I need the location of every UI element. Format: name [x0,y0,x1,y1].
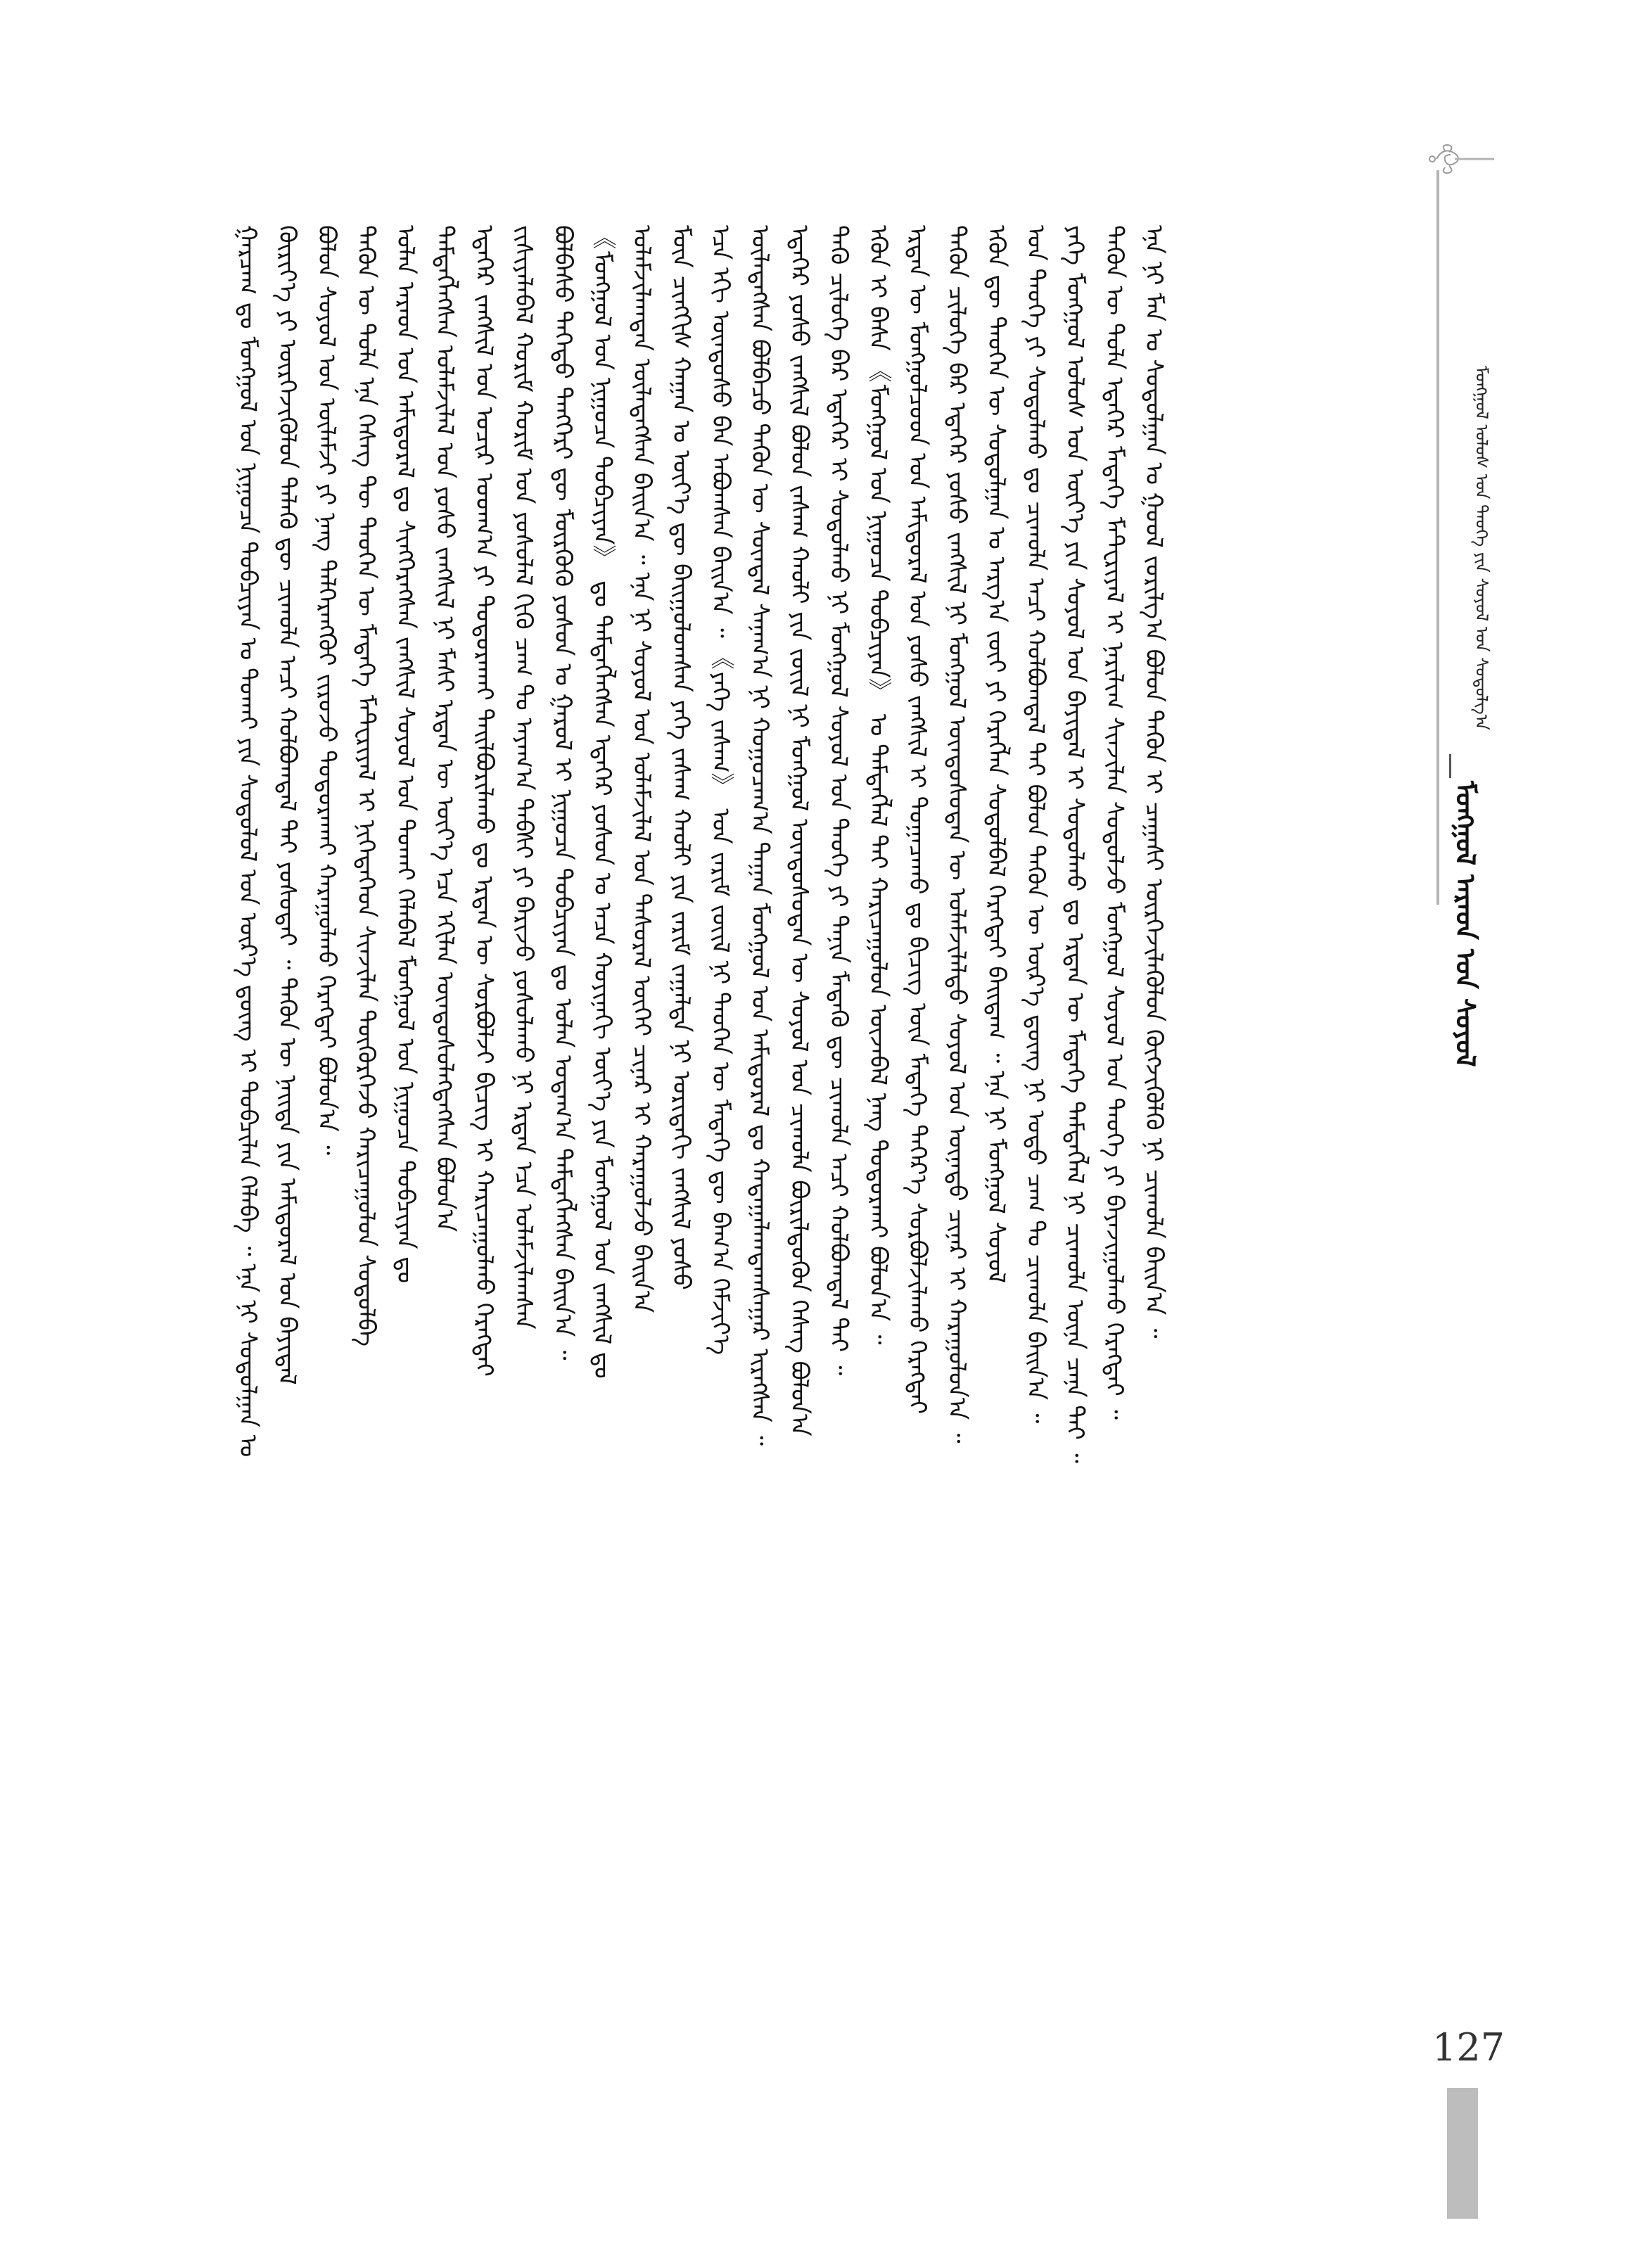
text-column: 《ᠮᠣᠩᠭᠣᠯ ᠤᠨ ᠨᠢᠭᠤᠴᠠ ᠲᠣᠪᠴᠢᠶᠠᠨ》 ᠳᠤ ᠲᠡᠮᠳᠡᠭᠯᠡᠭᠰᠡᠨ ᠡᠳᠡᠭᠡᠷ ᠶᠣᠰᠣᠨ ᠤ ᠠᠴᠠ ᠬᠣᠶᠢᠨᠠᠬᠢ ᠦᠶ᠎ᠡ ᠶᠢᠨ ᠮᠣᠩᠭᠣᠯ ᠤᠨ ᠵᠠᠩᠱᠢᠯ ᠳᠤ [588,225,616,1379]
header-rule [1436,170,1439,905]
page-number: 127 [1432,2025,1505,2070]
text-column: ᠡᠭᠦᠨ ᠳᠦ ᠲᠡᠦᠬᠡᠨ ᠦ ᠰᠤᠳᠤᠯᠭᠠᠨ ᠤ ᠠᠷᠭ᠎ᠠ ᠵᠦᠢ ᠶᠢ ᠬᠡᠷᠡᠭᠯᠡᠨ ᠰᠤᠳᠤᠯᠪᠠᠯ ᠬᠡᠷᠡᠭᠲᠡᠢ ᠪᠠᠢᠳᠠᠭ ᠃ ᠡᠨᠡ ᠨᠢ ᠮᠣᠩᠭᠣᠯ ᠰᠣᠶᠣᠯ [982,225,1010,1283]
text-column: ᠲᠡᠭᠦᠨ ᠦ ᠲᠤᠯᠠ ᠡᠳᠡᠭᠡᠷ ᠮᠡᠳᠡᠭᠡ ᠮᠠᠲ᠋ᠧᠷᠢᠶᠠᠯ ᠢ ᠨᠠᠷᠢᠯᠢᠭ ᠰᠢᠨᠵᠢᠯᠡᠨ ᠰᠤᠳᠤᠯᠵᠤ ᠮᠣᠩᠭᠣᠯ ᠰᠣᠶᠣᠯ ᠤᠨ ᠲᠡᠦᠬᠡ ᠶᠢ ᠪᠠᠶᠠᠵᠢᠭᠤᠯᠬᠤ ᠬᠡᠷᠡᠭᠲᠡᠢ ᠃ [1100,225,1128,1420]
text-column: ᠮᠥᠨ ᠴᠢᠩᠭᠢᠰ ᠬᠠᠭᠠᠨ ᠤ ᠦᠶ᠎ᠡ ᠳᠦ ᠪᠠᠢᠭᠤᠯᠤᠭᠰᠠᠨ ᠶᠡᠬᠡ ᠵᠠᠰᠠᠭ ᠬᠠᠤᠯᠢ ᠶᠢᠨ ᠵᠠᠷᠢᠮ ᠵᠠᠭᠠᠯᠲᠠ ᠨᠢ ᠤᠷᠢᠳᠠᠬᠢ ᠵᠠᠩᠱᠢᠯ ᠶᠣᠰᠣ [667,225,695,1290]
text-column: ᠡᠷᠲᠡᠨ ᠦ ᠮᠣᠩᠭᠣᠯᠴᠤᠳ ᠤᠨ ᠠᠮᠢᠳᠤᠷᠠᠯ ᠤᠨ ᠶᠣᠰᠣ ᠵᠠᠩᠱᠢᠯ ᠢ ᠲᠣᠭᠠᠴᠠᠬᠤ ᠳᠤ ᠪᠢᠴᠢᠭ ᠦᠨ ᠮᠡᠳᠡᠭᠡ ᠳᠡᠭᠡᠷ᠎ᠡ ᠰᠤᠷᠪᠤᠯᠵᠢᠯᠠᠬᠤ ᠬᠡᠷᠡᠭᠲᠡᠢ [903,225,931,1415]
text-column: ᠲᠡᠭᠦᠨ ᠴᠢᠯᠦᠭᠡ ᠪᠡᠷ ᠡᠳᠡᠭᠡᠷ ᠶᠣᠰᠣ ᠵᠠᠩᠱᠢᠯ ᠨᠢ ᠮᠣᠩᠭᠣᠯ ᠦᠨᠳᠦᠰᠦᠲᠡᠨ ᠦ ᠤᠯᠠᠮᠵᠢᠯᠠᠯᠲᠤ ᠰᠣᠶᠣᠯ ᠤᠨ ᠦᠨᠡᠲᠦ ᠴᠢᠨᠠᠷ ᠢ ᠬᠠᠷᠠᠭᠤᠯᠤᠨ᠎ᠠ ᠃ [943,225,971,1444]
body-text-block [232,225,1245,1928]
text-column: ᠲᠡᠮᠳᠡᠭᠯᠡᠭᠰᠡᠨ ᠤᠯᠠᠮᠵᠢᠯᠠᠯ ᠤᠨ ᠶᠣᠰᠣ ᠵᠠᠩᠱᠢᠯ ᠨᠢ ᠮᠠᠰᠢ ᠡᠷᠲᠡᠨ ᠦ ᠦᠶ᠎ᠡ ᠡᠴᠡ ᠡᠬᠢᠯᠡᠨ ᠦᠨᠳᠦᠰᠦᠯᠡᠭᠳᠡᠭᠰᠡᠨ ᠪᠣᠯᠤᠨ᠎ᠠ [431,225,459,1232]
text-column: ᠪᠣᠯᠪᠠᠰᠤ ᠳᠡᠭᠡᠳᠦ ᠲᠡᠩᠭᠡᠷᠢ ᠳᠦ ᠮᠥᠷᠭᠦᠬᠦ ᠶᠣᠰᠣᠨ ᠤ ᠭᠠᠷᠤᠯ ᠢ ᠨᠢᠭᠤᠴᠠ ᠲᠣᠪᠴᠢᠶᠠᠨ ᠳᠤ ᠣᠯᠠᠨ ᠤᠳᠠᠭ᠎ᠠ ᠲᠡᠮᠳᠡᠭᠯᠡᠭᠰᠡᠨ ᠪᠠᠢᠨ᠎ᠠ ᠃ [549,225,577,1361]
text-column: ᠭᠠᠷᠴᠠᠭ ᠳᠤ ᠮᠣᠩᠭᠣᠯ ᠤᠨ ᠨᠢᠭᠤᠴᠠ ᠲᠣᠪᠴᠢᠶᠠᠨ ᠤ ᠲᠤᠬᠠᠢ ᠶᠢᠨ ᠰᠤᠳᠤᠯᠤᠯ ᠤᠨ ᠦᠷ᠎ᠡ ᠳ᠋ᠦᠩ ᠢ ᠲᠣᠪᠴᠢᠯᠠᠨ ᠬᠡᠯᠡᠪᠡ ᠃ ᠡᠨᠡ ᠨᠢ ᠰᠤᠳᠤᠯᠭᠠᠨ ᠤ [234,225,262,1458]
text-column: ᠡᠳᠡᠭᠡᠷ ᠶᠣᠰᠣ ᠵᠠᠩᠱᠢᠯ ᠪᠣᠯᠤᠨ ᠵᠠᠰᠠᠭ ᠬᠠᠤᠯᠢ ᠶᠢᠨ ᠵᠦᠢᠯ ᠨᠢ ᠮᠣᠩᠭᠣᠯ ᠦᠨᠳᠦᠰᠦᠲᠡᠨ ᠦ ᠰᠣᠶᠣᠯ ᠤᠨ ᠴᠢᠬᠤᠯᠠ ᠪᠦᠷᠢᠯᠳᠦᠬᠦᠨ ᠬᠡᠰᠡᠭ ᠪᠣᠯᠤᠨ᠎ᠠ [785,225,813,1436]
text-column: ᠶᠡᠬᠡ ᠮᠣᠩᠭᠣᠯ ᠤᠯᠤᠰ ᠤᠨ ᠦᠶ᠎ᠡ ᠶᠢᠨ ᠰᠣᠶᠣᠯ ᠤᠨ ᠪᠠᠶᠢᠳᠠᠯ ᠢ ᠰᠤᠳᠤᠯᠬᠤ ᠳᠤ ᠡᠷᠲᠡᠨ ᠦ ᠮᠡᠳᠡᠭᠡ ᠲᠡᠮᠳᠡᠭᠯᠡᠯ ᠨᠢ ᠴᠢᠬᠤᠯᠠ ᠦᠨᠡ ᠴᠡᠨᠡ ᠲᠠᠢ ᠃ [1061,225,1089,1463]
text-column: ᠪᠣᠯᠤᠨ ᠰᠣᠶᠣᠯ ᠤᠨ ᠦᠯᠡᠮᠵᠢ ᠶᠢ ᠨᠡᠩ ᠳᠡᠯᠭᠡᠷᠡᠩᠭᠦᠢ ᠵᠢᠷᠤᠵᠤ ᠲᠣᠳᠣᠷᠠᠬᠠᠢ ᠬᠠᠷᠠᠭᠤᠯᠬᠤ ᠬᠡᠷᠡᠭᠲᠡᠢ ᠪᠣᠯᠤᠨ᠎ᠠ ᠃ [312,225,340,1155]
page-edge-marker [1447,2088,1478,2219]
text-column: ᠡᠨᠡ ᠨᠢ ᠮᠠᠨ ᠤ ᠰᠤᠳᠤᠯᠭᠠᠨ ᠤ ᠭᠣᠤᠯ ᠵᠣᠷᠢᠯᠭ᠎ᠠ ᠪᠣᠯᠤᠨ ᠲᠡᠭᠦᠨ ᠢ ᠴᠠᠭᠠᠰᠢ ᠦᠷᠭᠡᠵᠢᠯᠡᠭᠦᠯᠦᠨ ᠬᠦᠭᠵᠢᠭᠦᠯᠬᠦ ᠨᠢ ᠴᠢᠬᠤᠯᠠ ᠪᠠᠢᠨ᠎ᠠ ᠃ [1140,225,1168,1339]
running-head-book-title: ᠮᠣᠩᠭᠣᠯ ᠠᠷᠠᠳ ᠤᠨ ᠰᠣᠶᠣᠯ [1450,781,1481,1067]
text-column: ᠵᠢᠱᠢᠶᠡᠯᠡᠪᠡᠯ ᠬᠤᠷᠢᠮ ᠬᠤᠷᠢᠮ ᠤᠨ ᠶᠣᠰᠣᠯᠠᠯ ᠬᠢᠬᠦ ᠴᠠᠭ ᠲᠤ ᠠᠶᠠᠭ᠎ᠠ ᠲᠡᠪᠰᠢ ᠶᠢ ᠪᠠᠷᠢᠵᠤ ᠶᠣᠰᠣᠯᠠᠬᠤ ᠨᠢ ᠡᠷᠲᠡᠨ ᠡᠴᠡ ᠤᠯᠠᠮᠵᠢᠯᠠᠭᠰᠠᠨ [509,225,537,1330]
text-column: ᠤᠯᠠᠮᠵᠢᠯᠠᠭᠳᠠᠨ ᠦᠯᠡᠳᠡᠭᠰᠡᠨ ᠪᠠᠢᠨ᠎ᠠ ᠃ ᠡᠨᠡ ᠨᠢ ᠰᠣᠶᠣᠯ ᠤᠨ ᠤᠯᠠᠮᠵᠢᠯᠠᠯ ᠤᠨ ᠲᠠᠰᠤᠷᠠᠯ ᠦᠭᠡᠢ ᠴᠢᠨᠠᠷ ᠢ ᠬᠠᠷᠠᠭᠤᠯᠵᠤ ᠪᠠᠢᠨ᠎ᠠ [627,225,656,1313]
header-divider [1449,754,1451,778]
text-column: ᠬᠦᠷᠢᠶ᠎ᠡ ᠶᠢ ᠦᠷᠭᠡᠵᠢᠭᠦᠯᠦᠨ ᠲᠡᠯᠡᠬᠦ ᠳᠦ ᠴᠢᠬᠤᠯᠠ ᠠᠴᠢ ᠬᠣᠯᠪᠣᠭᠳᠠᠯ ᠲᠠᠢ ᠶᠣᠰᠣᠲᠠᠢ ᠃ ᠲᠡᠭᠦᠨ ᠦ ᠨᠡᠢᠲᠡ ᠶᠢᠨ ᠠᠮᠢᠳᠤᠷᠠᠯ ᠤᠨ ᠪᠠᠶᠢᠳᠠᠯ [273,225,301,1385]
text-column: ᠡᠴᠡ ᠡᠬᠢ ᠦᠨᠳᠦᠰᠦ ᠪᠡᠨ ᠠᠪᠤᠭᠰᠠᠨ ᠪᠠᠢᠨ᠎ᠠ ᠃ 《ᠶᠡᠬᠡ ᠵᠠᠰᠠᠭ》 ᠤᠨ ᠵᠠᠷᠢᠮ ᠵᠦᠢᠯ ᠨᠢ ᠲᠡᠦᠬᠡᠨ ᠦ ᠮᠡᠳᠡᠭᠡ ᠳᠦ ᠪᠠᠭ᠎ᠠ ᠬᠡᠮᠵᠢᠶ᠎ᠡ [706,225,734,1355]
text-column: ᠣᠯᠠᠨ ᠠᠷᠠᠳ ᠤᠨ ᠠᠮᠢᠳᠤᠷᠠᠯ ᠳᠤ ᠰᠢᠩᠭᠡᠷᠡᠭᠰᠡᠨ ᠵᠠᠩᠱᠢᠯ ᠰᠣᠶᠣᠯ ᠤᠨ ᠲᠤᠬᠠᠢ ᠬᠡᠯᠡᠪᠡᠯ ᠮᠣᠩᠭᠣᠯ ᠤᠨ ᠨᠢᠭᠤᠴᠠ ᠲᠣᠪᠴᠢᠶᠠᠨ ᠳᠤ [391,225,419,1284]
ornament-icon [1424,144,1494,174]
text-column: ᠡᠳᠡᠭᠡᠷ ᠵᠠᠩᠱᠢᠯ ᠤᠨ ᠤᠴᠢᠷ ᠤᠳᠬ᠎ᠠ ᠶᠢ ᠲᠣᠳᠣᠷᠠᠬᠠᠢ ᠲᠠᠢᠯᠪᠤᠷᠢᠯᠠᠬᠤ ᠳᠤ ᠡᠷᠲᠡᠨ ᠦ ᠰᠤᠷᠪᠤᠯᠵᠢ ᠪᠢᠴᠢᠭ ᠢ ᠬᠠᠷᠢᠴᠠᠭᠤᠯᠬᠤ ᠬᠡᠷᠡᠭᠲᠡᠢ [470,225,498,1377]
text-column: ᠤᠨ ᠲᠡᠦᠬᠡ ᠶᠢ ᠰᠤᠳᠤᠯᠬᠤ ᠳᠤ ᠴᠢᠬᠤᠯᠠ ᠠᠴᠢ ᠬᠣᠯᠪᠣᠭᠳᠠᠯ ᠲᠠᠢ ᠪᠣᠯᠤᠨ ᠲᠡᠭᠦᠨ ᠦ ᠦᠷ᠎ᠡ ᠳ᠋ᠦᠩ ᠨᠢ ᠣᠳᠣ ᠴᠠᠭ ᠲᠤ ᠴᠢᠬᠤᠯᠠ ᠪᠠᠢᠨ᠎ᠠ ᠃ [1021,225,1050,1424]
running-head-chapter-title: ᠮᠣᠩᠭᠣᠯ ᠤᠯᠤᠰ ᠤᠨ ᠲᠡᠦᠬᠡ ᠶᠢᠨ ᠰᠣᠶᠣᠯ ᠤᠨ ᠰᠤᠳᠤᠯᠭ᠎ᠠ [1472,366,1491,730]
text-column: ᠲᠡᠬᠦ ᠴᠢᠯᠦᠭᠡ ᠪᠡᠷ ᠡᠳᠡᠭᠡᠷ ᠢ ᠰᠤᠳᠤᠯᠬᠤ ᠨᠢ ᠮᠣᠩᠭᠣᠯ ᠰᠣᠶᠣᠯ ᠤᠨ ᠲᠡᠦᠬᠡ ᠶᠢ ᠲᠠᠨᠢᠨ ᠮᠡᠳᠡᠬᠦ ᠳᠦ ᠴᠢᠬᠤᠯᠠ ᠠᠴᠢ ᠬᠣᠯᠪᠣᠭᠳᠠᠯ ᠲᠠᠢ ᠃ [824,225,853,1376]
text-column: ᠡᠭᠦᠨ ᠢ ᠪᠠᠰᠠ 《ᠮᠣᠩᠭᠣᠯ ᠤᠨ ᠨᠢᠭᠤᠴᠠ ᠲᠣᠪᠴᠢᠶᠠᠨ》 ᠤ ᠲᠡᠮᠳᠡᠭᠯᠡᠯ ᠲᠡᠢ ᠬᠠᠷᠢᠴᠠᠭᠤᠯᠤᠨ ᠦᠵᠡᠪᠡᠯ ᠨᠡᠩ ᠲᠣᠳᠣᠷᠬᠠᠢ ᠪᠣᠯᠤᠨ᠎ᠠ ᠃ [864,225,892,1345]
text-column: ᠦᠯᠡᠳᠡᠭᠰᠡᠨ ᠪᠣᠯᠪᠠᠴᠤ ᠲᠡᠭᠦᠨ ᠦ ᠰᠦᠨᠳᠡᠯ ᠰᠠᠨᠠᠭ᠎ᠠ ᠨᠢ ᠬᠤᠭᠤᠴᠠᠭ᠎ᠠ ᠳᠠᠭᠠᠨ ᠮᠣᠩᠭᠣᠯ ᠤᠨ ᠠᠮᠢᠳᠤᠷᠠᠯ ᠳᠤ ᠬᠠᠳᠠᠭᠠᠯᠠᠭᠳᠠᠭᠰᠠᠭᠠᠷ ᠢᠷᠡᠭᠰᠡᠨ ᠃ [746,225,774,1446]
text-column: ᠲᠡᠭᠦᠨ ᠦ ᠲᠤᠯᠠ ᠡᠨᠡ ᠬᠡᠰᠡᠭ ᠲᠦ ᠲᠡᠦᠬᠡᠨ ᠦ ᠮᠡᠳᠡᠭᠡ ᠮᠠᠲ᠋ᠧᠷᠢᠶᠠᠯ ᠢ ᠨᠢᠭᠡᠲᠡᠭᠡᠳ ᠰᠢᠨᠵᠢᠯᠡᠨ ᠳᠦᠭᠦᠷᠭᠡᠵᠦ ᠬᠠᠷᠢᠴᠠᠭᠤᠯᠤᠨ ᠰᠤᠳᠤᠯᠪᠠ [352,225,380,1347]
